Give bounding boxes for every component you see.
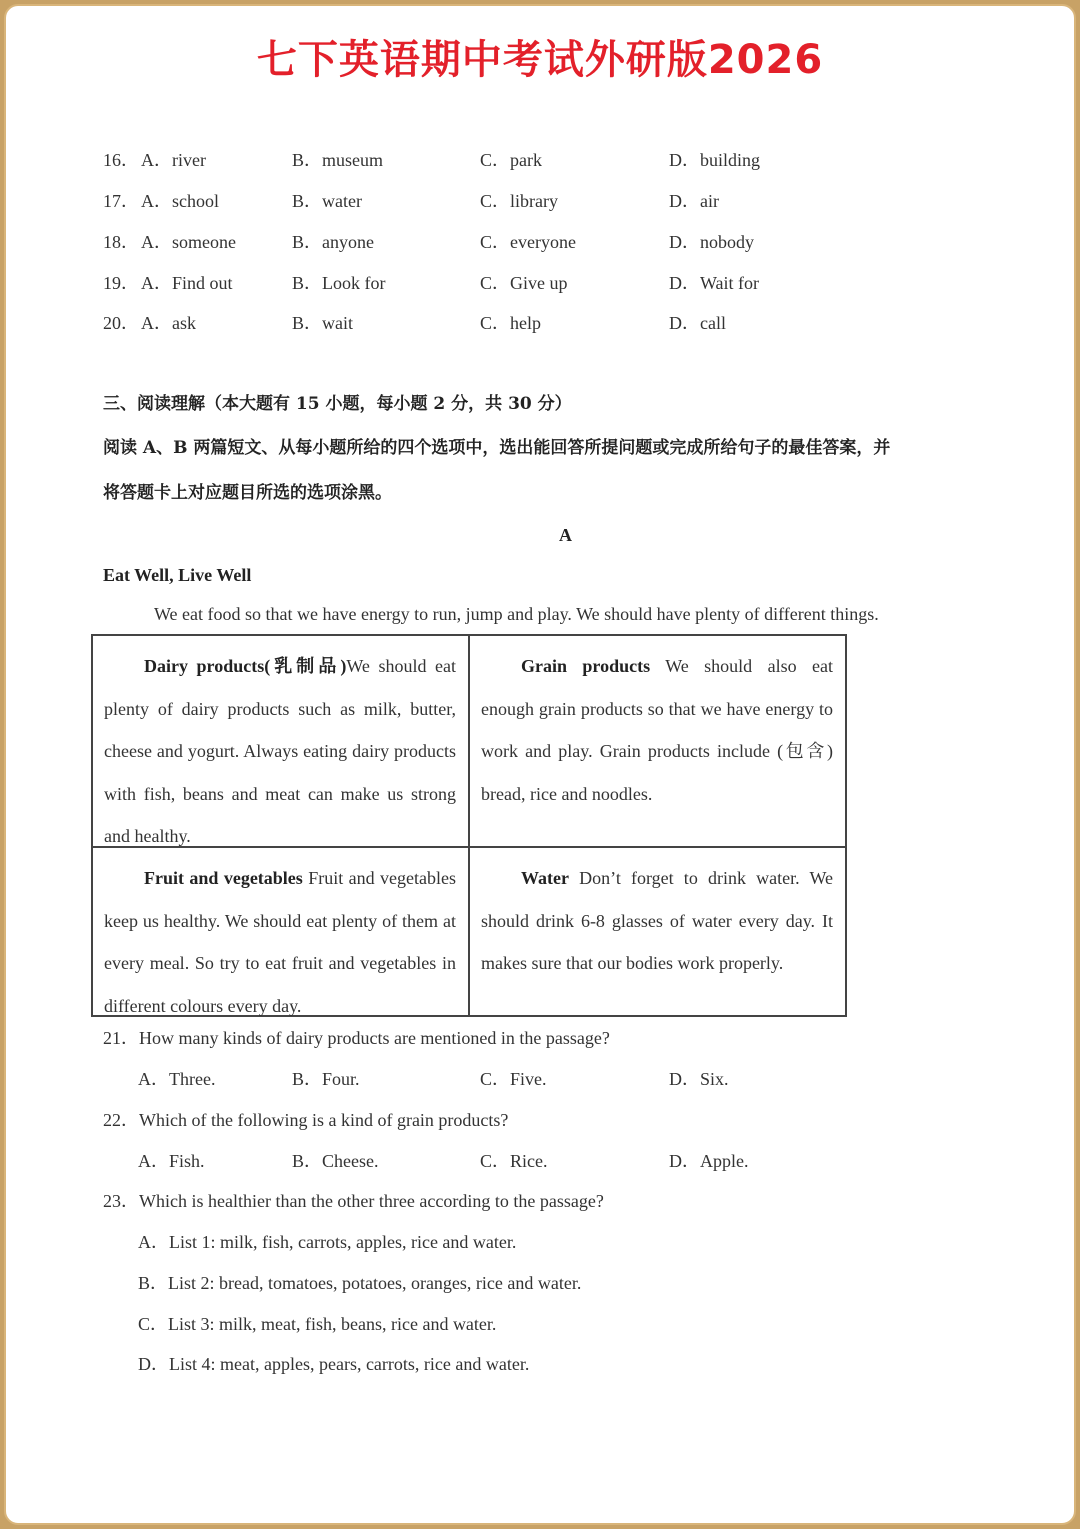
passage-label: A: [559, 525, 572, 545]
option-d: D．air: [669, 191, 719, 211]
passage-title: Eat Well, Live Well: [103, 565, 252, 585]
option-a: A．someone: [141, 232, 236, 252]
food-info-table: [91, 634, 847, 1017]
question-number: 20．: [103, 313, 139, 333]
question-number: 16．: [103, 150, 139, 170]
section-instruction: 将答题卡上对应题目所选的选项涂黑。: [103, 483, 392, 503]
question-number: 17．: [103, 191, 139, 211]
option-c: C．library: [480, 191, 558, 211]
option-b: B．anyone: [292, 232, 374, 252]
question-stem: 21．How many kinds of dairy products are mentioned in the passage?: [103, 1028, 610, 1048]
option-d: D．nobody: [669, 232, 754, 252]
table-row: [92, 635, 846, 847]
table-cell: [92, 635, 469, 847]
option-a: A．List 1: milk, fish, carrots, apples, rice and water.: [138, 1232, 517, 1252]
cell-text: We should also eat enough grain products so that we have energy to work and play. Grain products include (包含) bread, rice and noodles.: [481, 656, 833, 804]
table-cell: [92, 847, 469, 1016]
question-stem: 23．Which is healthier than the other three according to the passage?: [103, 1191, 604, 1211]
option-d: D．Six.: [669, 1069, 729, 1089]
option-b: B．museum: [292, 150, 384, 170]
option-d: D．building: [669, 150, 761, 170]
option-c: C．Give up: [480, 273, 568, 293]
option-a: A．school: [141, 191, 219, 211]
cell-heading: Dairy products(乳制品): [144, 656, 347, 676]
option-a: A．Fish.: [138, 1151, 205, 1171]
page-title: 七下英语期中考试外研版2026: [256, 37, 824, 83]
option-c: C．everyone: [480, 232, 576, 252]
option-b: B．wait: [292, 313, 353, 333]
option-a: A．Find out: [141, 273, 233, 293]
option-d: D．List 4: meat, apples, pears, carrots, rice and water.: [138, 1354, 530, 1374]
cell-text: We should eat plenty of dairy products such as milk, butter, cheese and yogurt. Always eating dairy products with fish, beans and meat can make us strong and healthy.: [104, 656, 456, 847]
option-b: B．Look for: [292, 273, 386, 293]
option-b: B．water: [292, 191, 362, 211]
option-d: D．Apple.: [669, 1151, 749, 1171]
question-number: 19．: [103, 273, 139, 293]
option-b: B．Cheese.: [292, 1151, 379, 1171]
question-number: 18．: [103, 232, 139, 252]
cell-text: Don’t forget to drink water. We should drink 6-8 glasses of water every day. It makes sure that our bodies work properly.: [481, 868, 833, 974]
cell-heading: Fruit and vegetables: [144, 868, 303, 888]
option-a: A．ask: [141, 313, 196, 333]
option-c: C．List 3: milk, meat, fish, beans, rice and water.: [138, 1314, 497, 1334]
section-heading: 三、阅读理解（本大题有 15 小题，每小题 2 分，共 30 分）: [103, 394, 572, 414]
option-d: D．call: [669, 313, 726, 333]
passage-intro: We eat food so that we have energy to run, jump and play. We should have plenty of different things.: [154, 604, 879, 624]
section-instruction: 阅读 A、B 两篇短文、从每小题所给的四个选项中，选出能回答所提问题或完成所给句子的最佳答案，并: [103, 438, 891, 458]
table-cell: [469, 847, 846, 1016]
cell-heading: Grain products: [521, 656, 651, 676]
option-c: C．Rice.: [480, 1151, 548, 1171]
cell-text: Fruit and vegetables keep us healthy. We should eat plenty of them at every meal. So try to eat fruit and vegetables in different colours every day.: [104, 868, 456, 1016]
option-a: A．Three.: [138, 1069, 216, 1089]
option-d: D．Wait for: [669, 273, 760, 293]
option-c: C．Five.: [480, 1069, 547, 1089]
question-stem: 22．Which of the following is a kind of grain products?: [103, 1110, 509, 1130]
table-row: [92, 847, 846, 1016]
option-c: C．help: [480, 313, 541, 333]
option-a: A．river: [141, 150, 206, 170]
cell-heading: Water: [521, 868, 569, 888]
option-c: C．park: [480, 150, 542, 170]
option-b: B．List 2: bread, tomatoes, potatoes, oranges, rice and water.: [138, 1273, 582, 1293]
table-cell: [469, 635, 846, 847]
option-b: B．Four.: [292, 1069, 360, 1089]
